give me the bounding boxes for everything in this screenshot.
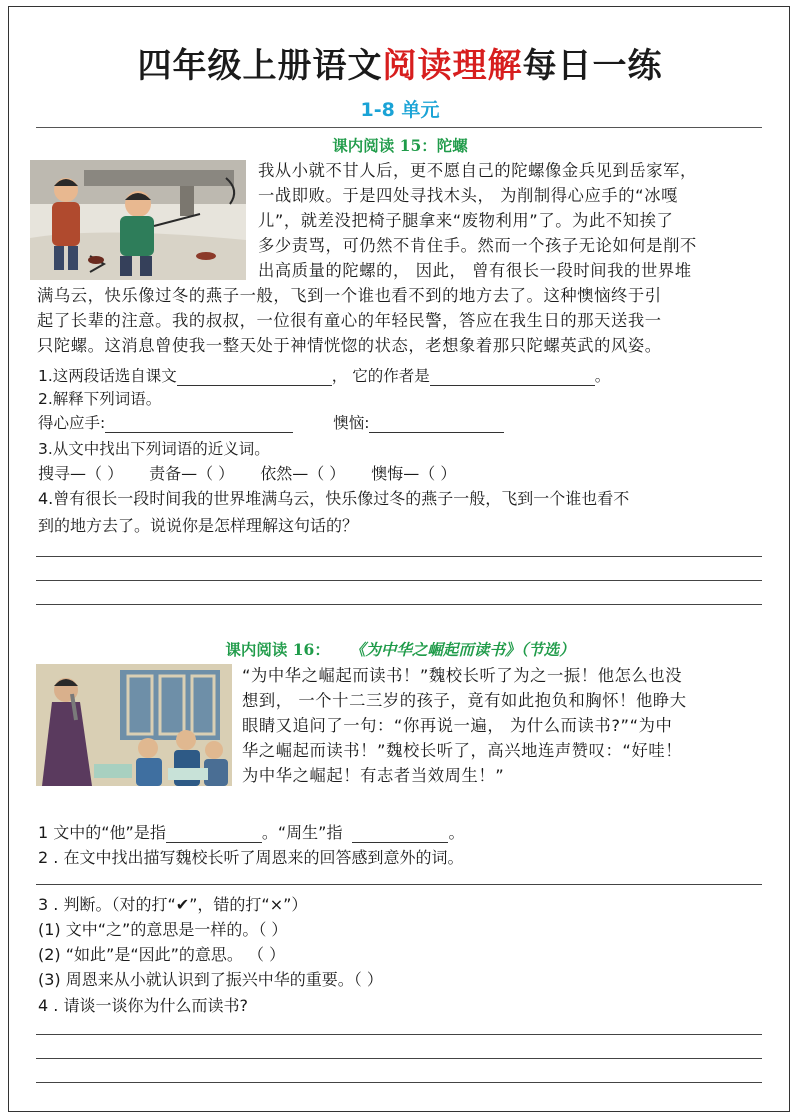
section1-wrapped-text	[258, 158, 697, 283]
synonym-item[interactable]: 责备—（ ）	[149, 464, 235, 483]
passage-line: 眼睛又追问了一句：“你再说一遍， 为什么而读书?”“为中	[242, 716, 673, 735]
passage-line: 满乌云，快乐像过冬的燕子一般，飞到一个谁也看不到的地方去了。这种懊恼终于引	[37, 286, 662, 305]
passage-line: 想到， 一个十二三岁的孩子，竟有如此抱负和胸怀！他睁大	[242, 691, 687, 710]
s1-question-2-words: 得心应手: 懊恼:	[38, 411, 504, 433]
answer-line[interactable]	[36, 556, 762, 557]
s2-question-2: 2 . 在文中找出描写魏校长听了周恩来的回答感到意外的词。	[38, 848, 464, 867]
passage-line: 儿”，就差没把椅子腿拿来“废物利用”了。为此不知挨了	[258, 211, 674, 230]
spinning-top-illustration	[30, 160, 246, 280]
title-part-1: 四年级上册语文	[137, 46, 383, 86]
page-title	[0, 38, 800, 87]
passage-line: 我从小就不甘人后，更不愿自己的陀螺像金兵见到岳家军，	[258, 161, 697, 180]
passage-line: 起了长辈的注意。我的叔叔，一位很有童心的年轻民警，答应在我生日的那天送我一	[37, 311, 662, 330]
section2-text	[242, 663, 687, 788]
section1-heading: 课内阅读 15：陀螺	[332, 136, 468, 155]
answer-blank[interactable]	[166, 826, 262, 843]
answer-blank[interactable]	[352, 826, 448, 843]
answer-line[interactable]	[36, 1034, 762, 1035]
unit-label: 1-8 单元	[360, 99, 440, 121]
header-divider	[36, 127, 762, 128]
s2-question-3: 3 . 判断。（对的打“✔”，错的打“×”）	[38, 895, 308, 914]
passage-line: 为中华之崛起！有志者当效周生！”	[242, 766, 505, 785]
passage-line: 多少责骂，可仍然不肯住手。然而一个孩子无论如何是削不	[258, 236, 697, 255]
synonym-item[interactable]: 懊悔—（ ）	[371, 464, 457, 483]
passage-line: 出高质量的陀螺的， 因此， 曾有很长一段时间我的世界堆	[258, 261, 692, 280]
passage-line: 一战即败。于是四处寻找木头， 为削制得心应手的“冰嘎	[258, 186, 678, 205]
s1-question-3-items	[38, 461, 456, 484]
passage-line: “为中华之崛起而读书！”魏校长听了为之一振！他怎么也没	[242, 666, 683, 685]
s2-question-1: 1 文中的“他”是指 。“周生”指 。	[38, 823, 465, 842]
answer-blank[interactable]	[177, 369, 332, 386]
s1-question-1: 1.这两段话选自课文 ， 它的作者是 。	[38, 367, 611, 385]
synonym-item[interactable]: 搜寻—（ ）	[38, 464, 124, 483]
answer-line[interactable]	[36, 1082, 762, 1083]
s2-judge-item[interactable]: (3) 周恩来从小就认识到了振兴中华的重要。（ ）	[38, 970, 383, 989]
answer-blank[interactable]	[369, 416, 504, 433]
s2-question-4: 4 . 请谈一谈你为什么而读书?	[38, 996, 248, 1015]
passage-line: 只陀螺。这消息曾使我一整天处于神情恍惚的状态，老想象着那只陀螺英武的风姿。	[37, 336, 662, 355]
answer-blank[interactable]	[430, 369, 595, 386]
synonym-item[interactable]: 依然—（ ）	[260, 464, 346, 483]
answer-line[interactable]	[36, 580, 762, 581]
s1-question-4: 4.曾有很长一段时间我的世界堆满乌云，快乐像过冬的燕子一般，飞到一个谁也看不 到的地方去了。说说你是怎样理解这句话的？	[38, 489, 630, 535]
s1-question-2: 2.解释下列词语。	[38, 390, 162, 408]
passage-line: 华之崛起而读书！”魏校长听了，高兴地连声赞叹：“好哇！	[242, 741, 683, 760]
s2-judge-item[interactable]: (1) 文中“之”的意思是一样的。（ ）	[38, 920, 288, 939]
s2-judge-item[interactable]: (2) “如此”是“因此”的意思。 （ ）	[38, 945, 286, 964]
classroom-illustration	[36, 664, 232, 786]
answer-line[interactable]	[36, 884, 762, 885]
section2-heading: 课内阅读 16： 《为中华之崛起而读书》（节选）	[225, 640, 575, 659]
answer-blank[interactable]	[105, 416, 293, 433]
s1-question-3: 3.从文中找出下列词语的近义词。	[38, 440, 270, 458]
title-highlight: 阅读理解	[382, 46, 523, 86]
section1-full-text	[37, 283, 662, 358]
answer-line[interactable]	[36, 604, 762, 605]
title-part-3: 每日一练	[522, 46, 663, 86]
answer-line[interactable]	[36, 1058, 762, 1059]
